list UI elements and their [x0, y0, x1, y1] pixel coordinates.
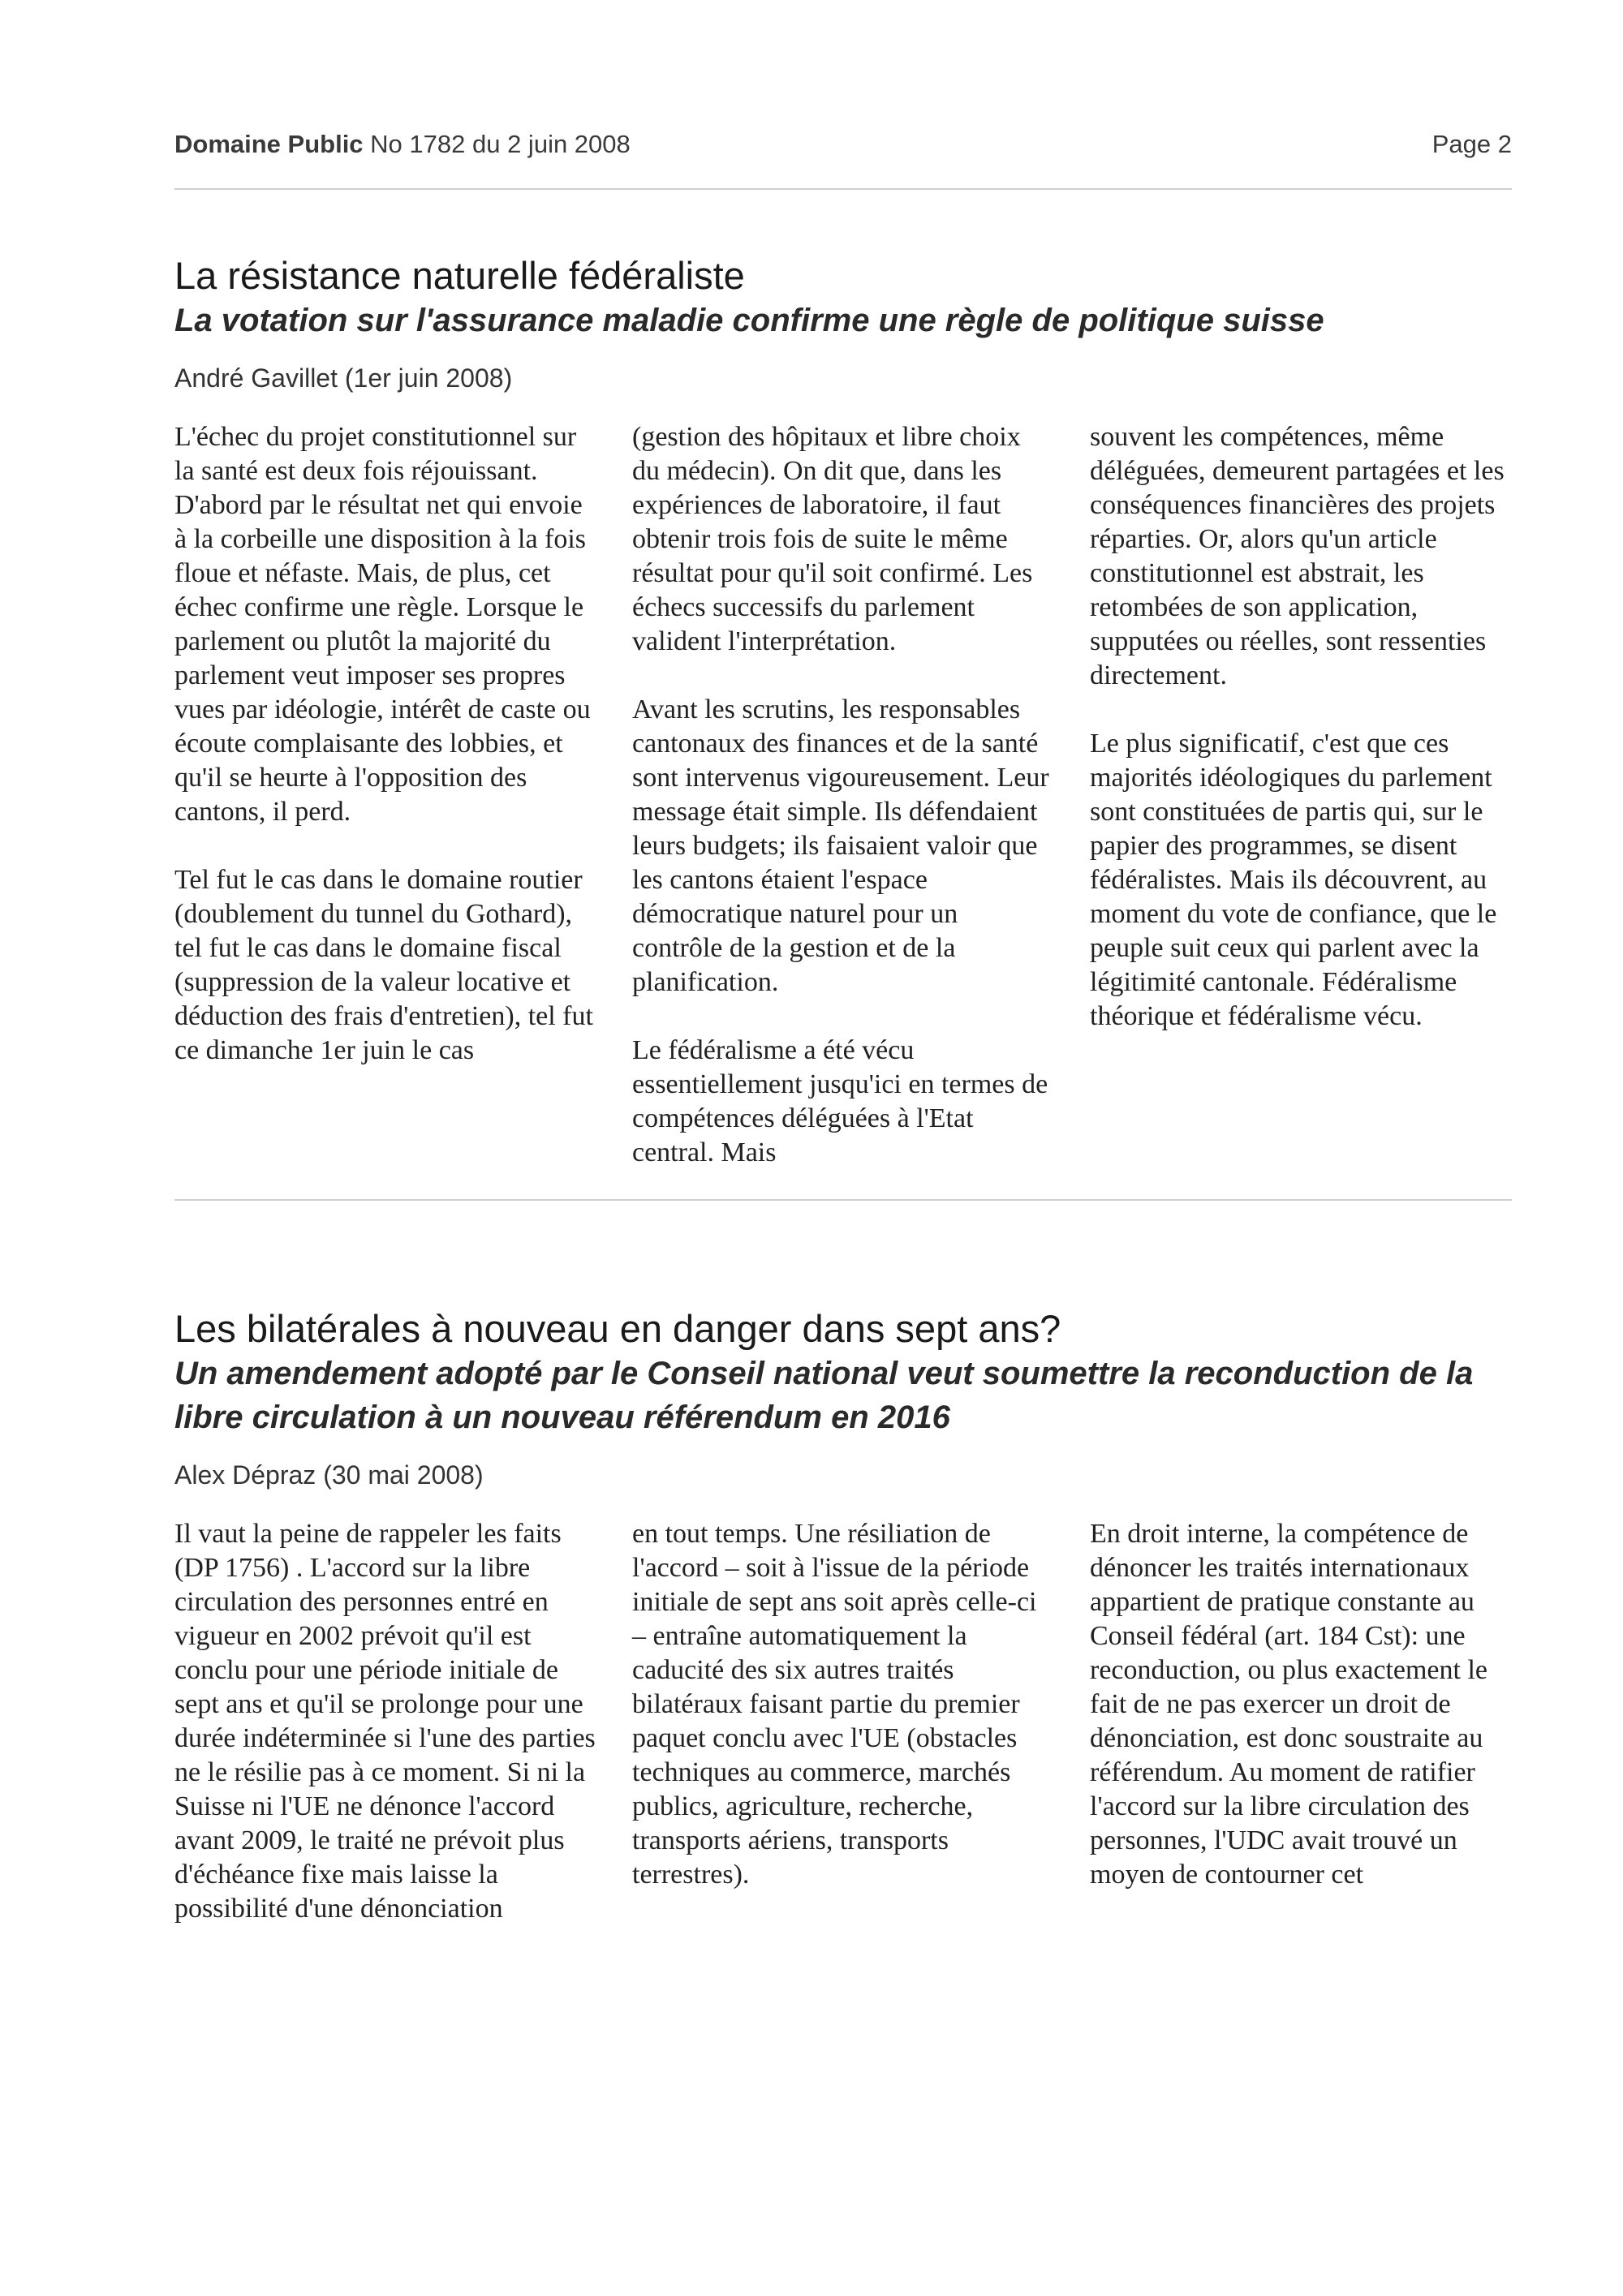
article-2-column-1 [174, 1517, 596, 1926]
article-2-title: Les bilatérales à nouveau en danger dans sept ans? [174, 1307, 1061, 1350]
article-divider [174, 1199, 1512, 1201]
article-1-title: La résistance naturelle fédéraliste [174, 254, 745, 297]
article-2-column-3 [1090, 1517, 1512, 1926]
article-1-paragraph: (gestion des hôpitaux et libre choix du médecin). On dit que, dans les expériences de laboratoire, il faut obtenir trois fois de suite le même résultat pour qu'il soit confirmé. Les échecs successifs du parlement valident l'interprétation. [632, 422, 1033, 656]
article-1-columns [174, 420, 1512, 1170]
article-1 [174, 253, 1512, 1170]
article-1-subtitle: La votation sur l'assurance maladie confirme une règle de politique suisse [174, 303, 1324, 338]
article-1-column-2 [632, 420, 1054, 1170]
article-1-paragraph: souvent les compétences, même déléguées, demeurent partagées et les conséquences financières des projets réparties. Or, alors qu'un article constitutionnel est abstrait, les retombées de son application, supputées ou réelles, sont ressenties directement. [1090, 422, 1505, 690]
article-1-column-3 [1090, 420, 1512, 1170]
page-header [174, 130, 1512, 170]
article-1-paragraph: Le fédéralisme a été vécu essentiellement jusqu'ici en termes de compétences déléguées à l'Etat central. Mais [632, 1035, 1048, 1167]
article-1-paragraph: Tel fut le cas dans le domaine routier (doublement du tunnel du Gothard), tel fut le cas dans le domaine fiscal (suppression de la valeur locative et déduction des frais d'entretien), tel fut ce dimanche 1er juin le cas [174, 865, 593, 1065]
article-2-byline: Alex Dépraz (30 mai 2008) [174, 1460, 484, 1490]
page-number: Page 2 [1431, 130, 1512, 158]
article-1-paragraph: Le plus significatif, c'est que ces majorités idéologiques du parlement sont constituées de partis qui, sur le papier des programmes, se disent fédéralistes. Mais ils découvrent, au moment du vote de confiance, que le peuple suit ceux qui parlent avec la légitimité cantonale. Fédéralisme théorique et fédéralisme vécu. [1090, 729, 1497, 1031]
article-2-column-2 [632, 1517, 1054, 1926]
article-1-paragraph: L'échec du projet constitutionnel sur la santé est deux fois réjouissant. D'abord par le résultat net qui envoie à la corbeille une disposition à la fois floue et néfaste. Mais, de plus, cet échec confirme une règle. Lorsque le parlement ou plutôt la majorité du parlement veut imposer ses propres vues par idéologie, intérêt de caste ou écoute complaisante des lobbies, et qu'il se heurte à l'opposition des cantons, il perd. [174, 422, 591, 827]
publication-name: Domaine Public [174, 130, 364, 158]
issue-info: No 1782 du 2 juin 2008 [370, 130, 631, 158]
article-2-paragraph: en tout temps. Une résiliation de l'accord – soit à l'issue de la période initiale de sept ans soit après celle-ci – entraîne automatiquement la caducité des six autres traités bilatéraux faisant partie du premier paquet conclu avec l'UE (obstacles techniques au commerce, marchés publics, agriculture, recherche, transports aériens, transports terrestres). [632, 1519, 1037, 1890]
article-2-paragraph: Il vaut la peine de rappeler les faits (DP 1756) . L'accord sur la libre circulation des personnes entré en vigueur en 2002 prévoit qu'il est conclu pour une période initiale de sept ans et qu'il se prolonge pour une durée indéterminée si l'une des parties ne le résilie pas à ce moment. Si ni la Suisse ni l'UE ne dénonce l'accord avant 2009, le traité ne prévoit plus d'échéance fixe mais laisse la possibilité d'une dénonciation [174, 1519, 596, 1924]
article-2-columns [174, 1517, 1512, 1926]
publication-info [174, 130, 631, 159]
header-divider [174, 188, 1512, 190]
article-1-paragraph: Avant les scrutins, les responsables cantonaux des finances et de la santé sont intervenus vigoureusement. Leur message était simple. Ils défendaient leurs budgets; ils faisaient valoir que les cantons étaient l'espace démocratique naturel pour un contrôle de la gestion et de la planification. [632, 694, 1049, 997]
article-1-column-1 [174, 420, 596, 1170]
article-2-subtitle: Un amendement adopté par le Conseil national veut soumettre la reconduction de la libre circulation à un nouveau référendum en 2016 [174, 1356, 1474, 1435]
article-1-byline: André Gavillet (1er juin 2008) [174, 363, 513, 393]
document-page [174, 130, 1512, 1926]
article-2-paragraph: En droit interne, la compétence de dénoncer les traités internationaux appartient de pratique constante au Conseil fédéral (art. 184 Cst): une reconduction, ou plus exactement le fait de ne pas exercer un droit de dénonciation, est donc soustraite au référendum. Au moment de ratifier l'accord sur la libre circulation des personnes, l'UDC avait trouvé un moyen de contourner cet [1090, 1519, 1487, 1890]
article-2 [174, 1306, 1512, 1926]
